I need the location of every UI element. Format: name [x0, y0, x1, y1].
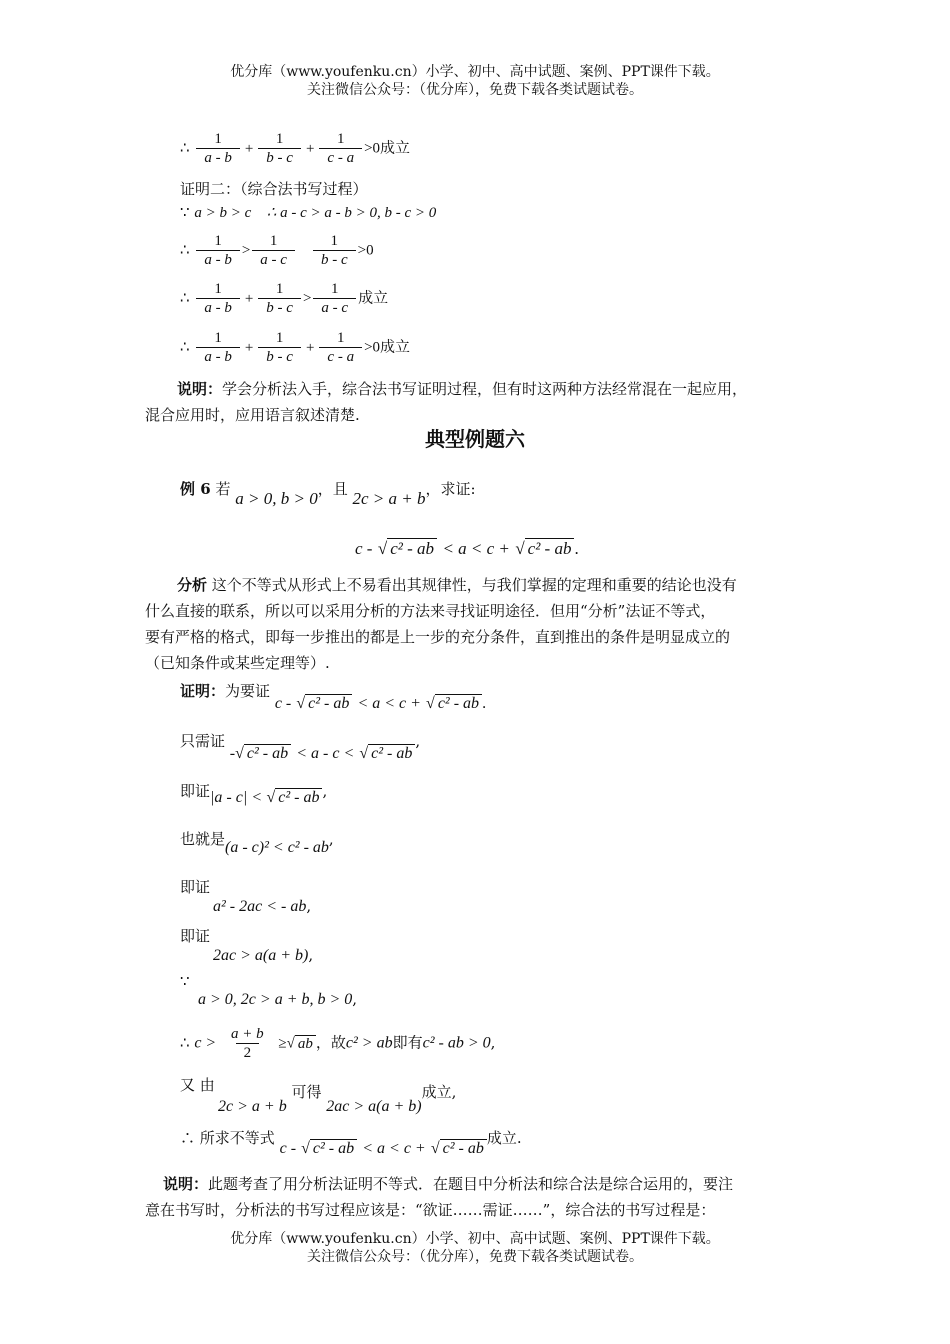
- therefore-symbol: ∴: [180, 337, 190, 356]
- youyou-text: 又 由: [180, 1076, 215, 1094]
- comma: ,: [415, 732, 421, 750]
- proof-line1: 证明：为要证 c - √ c² - ab < a < c + √ c² - ab .: [180, 682, 487, 712]
- analysis-paragraph: [145, 572, 810, 676]
- proof-line3: 即证|a - c| < √ c² - ab ,: [180, 782, 328, 806]
- step5-inequality: a² - 2ac < - ab: [213, 898, 307, 915]
- yejiushi-text: 也就是: [180, 830, 226, 848]
- gt-sign: >: [241, 242, 251, 259]
- chengli-text: 成立,: [421, 1083, 457, 1101]
- fraction: [319, 130, 362, 167]
- example-label: 例 6: [180, 480, 211, 498]
- ineq-left: c -: [355, 539, 373, 558]
- proof2-title: 证明二：（综合法书写过程）: [180, 180, 368, 198]
- fraction-denominator: b - c: [313, 250, 356, 269]
- fraction: [252, 232, 295, 269]
- note-label: 说明：: [163, 1175, 209, 1193]
- abs-value: |a - c|: [210, 789, 248, 806]
- c2-gt-ab: c² > ab: [345, 1034, 393, 1052]
- analysis-text4: （已知条件或某些定理等）.: [145, 654, 330, 672]
- fraction-numerator: 1: [214, 281, 222, 297]
- note2-text2: 意在书写时，分析法的书写过程应该是：“欲证……需证……”，综合法的书写过程是：: [145, 1201, 716, 1219]
- from-condition: 2c > a + b: [218, 1098, 287, 1115]
- proof-line6: [180, 925, 313, 965]
- plus-sign: +: [244, 339, 254, 356]
- comma: ,: [352, 990, 358, 1008]
- proof-line7: [180, 972, 357, 1009]
- step6-inequality: 2ac > a(a + b): [213, 947, 309, 964]
- fraction: [313, 280, 356, 317]
- proof-line2: 只需证 -√ c² - ab < a - c < √ c² - ab,: [180, 732, 421, 762]
- plus-sign: +: [305, 339, 315, 356]
- fraction-denominator: a - b: [196, 347, 240, 366]
- sqrt-radicand: c² - ab: [440, 1139, 487, 1158]
- fraction: [223, 1025, 272, 1062]
- page-footer-line1: 优分库（www.youfenku.cn）小学、初中、高中试题、案例、PPT课件下载。: [230, 1231, 720, 1247]
- proof2-step2: [180, 280, 388, 317]
- jizheng-text: 即证: [180, 782, 211, 800]
- analysis-label: 分析: [177, 576, 208, 594]
- analysis-text1: 这个不等式从形式上不易看出其规律性，与我们掌握的定理和重要的结论也没有: [211, 576, 737, 594]
- final-chengli-text: 成立.: [486, 1129, 522, 1147]
- proof2-step1: [180, 232, 374, 269]
- proof2-step3: [180, 329, 410, 366]
- weiyaozheng-text: 为要证: [225, 682, 271, 700]
- fraction: [258, 280, 301, 317]
- given-inequality: a > b > c: [194, 205, 252, 221]
- plus-sign: +: [305, 140, 315, 157]
- lt-sign: <: [252, 789, 262, 806]
- page-footer-line2: 关注微信公众号：（优分库），免费下载各类试题试卷。: [307, 1249, 643, 1265]
- fraction-numerator: 1: [331, 281, 339, 297]
- fraction: [196, 232, 240, 269]
- jiyou-text: 即有: [392, 1033, 423, 1052]
- note2-text1: 此题考查了用分析法证明不等式．在题目中分析法和综合法是综合运用的，要注: [208, 1175, 734, 1193]
- analysis-text2: 什么直接的联系，所以可以采用分析的方法来寻找证明途径．但用“分析”法证不等式，: [145, 602, 716, 620]
- comma: ,: [308, 946, 314, 964]
- gt-zero: >0: [357, 242, 374, 259]
- derived-inequality: ∴ a - c > a - b > 0, b - c > 0: [266, 205, 437, 221]
- fraction-denominator: c - a: [319, 347, 362, 366]
- therefore-symbol: ∴: [180, 1033, 190, 1052]
- fraction-denominator: a - b: [196, 148, 240, 167]
- ineq-middle: < a < c +: [442, 539, 510, 558]
- qiuzheng-text: ，求证:: [425, 480, 476, 498]
- plus-sign: +: [244, 140, 254, 157]
- c2-ab-gt0: c² - ab > 0: [422, 1034, 491, 1052]
- sqrt-radicand: c² - ab: [275, 788, 322, 807]
- because-symbol: ∵: [180, 972, 190, 990]
- ineq-middle: < a < c +: [362, 1140, 426, 1157]
- period: .: [574, 539, 579, 558]
- therefore-symbol: ∴: [180, 240, 190, 259]
- comma: ,: [328, 830, 334, 848]
- fraction: [258, 329, 301, 366]
- fraction-denominator: b - c: [258, 148, 301, 167]
- sqrt-radicand: c² - ab: [305, 694, 352, 713]
- sqrt-radicand: ab: [295, 1035, 316, 1053]
- proof-line10: ∴ 所求不等式 c - √ c² - ab < a < c + √ c² - ab成立.: [180, 1129, 522, 1157]
- ineq-middle: < a - c <: [296, 745, 355, 762]
- fraction: [319, 329, 362, 366]
- fraction: [258, 130, 301, 167]
- chengli-text: 成立: [380, 337, 411, 356]
- fraction: [196, 130, 240, 167]
- because-symbol: ∵: [180, 203, 190, 221]
- proof-line9: [180, 1074, 456, 1116]
- ineq-left: c -: [279, 1140, 297, 1157]
- step4-inequality: (a - c)² < c² - ab: [225, 839, 329, 856]
- jizheng-text: 即证: [180, 927, 211, 945]
- jizheng-text: 即证: [180, 878, 211, 896]
- fraction-numerator: 1: [275, 330, 284, 346]
- fraction-numerator: 1: [269, 233, 278, 249]
- comma: ,: [490, 1033, 496, 1052]
- fraction-denominator: c - a: [319, 148, 362, 167]
- therefore-symbol: ∴: [180, 1129, 196, 1147]
- analysis-text3: 要有严格的格式，即每一步推出的都是上一步的充分条件，直到推出的条件是明显成立的: [145, 628, 731, 646]
- proof-line8: ∴ c > $\frac{a + b}{2}$ ≥√ ab ，故c² > ab即有c² - ab > 0,: [180, 1026, 496, 1061]
- sqrt-radicand: c² - ab: [387, 538, 437, 559]
- kede-text: 可得: [291, 1083, 322, 1101]
- fraction-numerator: 1: [214, 131, 222, 147]
- fraction-numerator: 1: [275, 281, 284, 297]
- therefore-symbol: ∴: [180, 288, 190, 307]
- fraction-numerator: 1: [330, 233, 339, 249]
- minus-sign: -: [229, 745, 236, 762]
- ineq-left: c -: [274, 695, 292, 712]
- note1-paragraph: [145, 376, 810, 428]
- fraction-numerator: 1: [214, 233, 222, 249]
- example6-inequality: c - √ c² - ab < a < c + √ c² - ab .: [355, 539, 579, 558]
- fraction-numerator: a + b: [231, 1026, 264, 1042]
- ineq-middle: < a < c +: [357, 695, 421, 712]
- fraction: [196, 280, 240, 317]
- proof2-given: [180, 203, 436, 222]
- fraction-numerator: 1: [275, 131, 284, 147]
- result-inequality: 2ac > a(a + b): [326, 1098, 422, 1115]
- gt-zero: >0: [364, 140, 381, 157]
- note1-text2: 混合应用时，应用语言叙述清楚.: [145, 406, 360, 424]
- fraction-numerator: 1: [337, 330, 345, 346]
- sqrt-radicand: c² - ab: [435, 694, 482, 713]
- fraction-denominator: a - c: [252, 250, 295, 269]
- proof-label: 证明：: [180, 682, 226, 700]
- sqrt-radicand: c² - ab: [525, 538, 575, 559]
- section-title: 典型例题六: [425, 427, 525, 451]
- ruo-text: 若: [215, 480, 231, 498]
- fraction-numerator: 1: [337, 131, 345, 147]
- condition-2: 2c > a + b: [352, 489, 426, 508]
- gu-text: ，故: [315, 1033, 346, 1052]
- fraction: [196, 329, 240, 366]
- chengli-text: 成立: [380, 138, 411, 157]
- condition-1: a > 0, b > 0: [235, 489, 318, 508]
- chengli-text: 成立: [358, 288, 389, 307]
- fraction-denominator: a - b: [196, 298, 240, 317]
- qie-text: ，且: [317, 480, 348, 498]
- gt-zero: >0: [364, 339, 381, 356]
- sqrt-radicand: c² - ab: [244, 744, 291, 763]
- proof-line4: [180, 828, 334, 856]
- note1-text1: 学会分析法入手，综合法书写证明过程，但有时这两种方法经常混在一起应用，: [222, 380, 748, 398]
- comma: ,: [322, 782, 328, 800]
- proof-line5: [180, 876, 311, 916]
- gt-sign: >: [302, 290, 312, 307]
- fraction-denominator: a - b: [196, 250, 240, 269]
- example6-statement: [180, 478, 476, 508]
- period: .: [482, 695, 487, 712]
- fraction: [313, 232, 356, 269]
- fraction-denominator: b - c: [258, 347, 301, 366]
- page-header-line1: 优分库（www.youfenku.cn）小学、初中、高中试题、案例、PPT课件下载。: [230, 64, 720, 80]
- zhixuzheng-text: 只需证: [180, 732, 226, 750]
- because-conditions: a > 0, 2c > a + b, b > 0: [198, 991, 353, 1008]
- proof1-conclusion: [180, 130, 410, 167]
- comma: ,: [306, 897, 312, 915]
- therefore-symbol: ∴: [180, 138, 190, 157]
- suoqiu-text: 所求不等式: [199, 1129, 275, 1147]
- fraction-denominator: a - c: [313, 298, 356, 317]
- note2-paragraph: [145, 1171, 810, 1223]
- fraction-denominator: b - c: [258, 298, 301, 317]
- note-label: 说明：: [177, 380, 223, 398]
- fraction-numerator: 1: [214, 330, 222, 346]
- c-gt: c >: [194, 1034, 217, 1052]
- sqrt-radicand: c² - ab: [368, 744, 415, 763]
- page-header-line2: 关注微信公众号：（优分库），免费下载各类试题试卷。: [307, 82, 643, 98]
- geq-sign: ≥: [278, 1035, 287, 1052]
- fraction-denominator: 2: [236, 1043, 260, 1062]
- plus-sign: +: [244, 290, 254, 307]
- sqrt-radicand: c² - ab: [310, 1139, 357, 1158]
